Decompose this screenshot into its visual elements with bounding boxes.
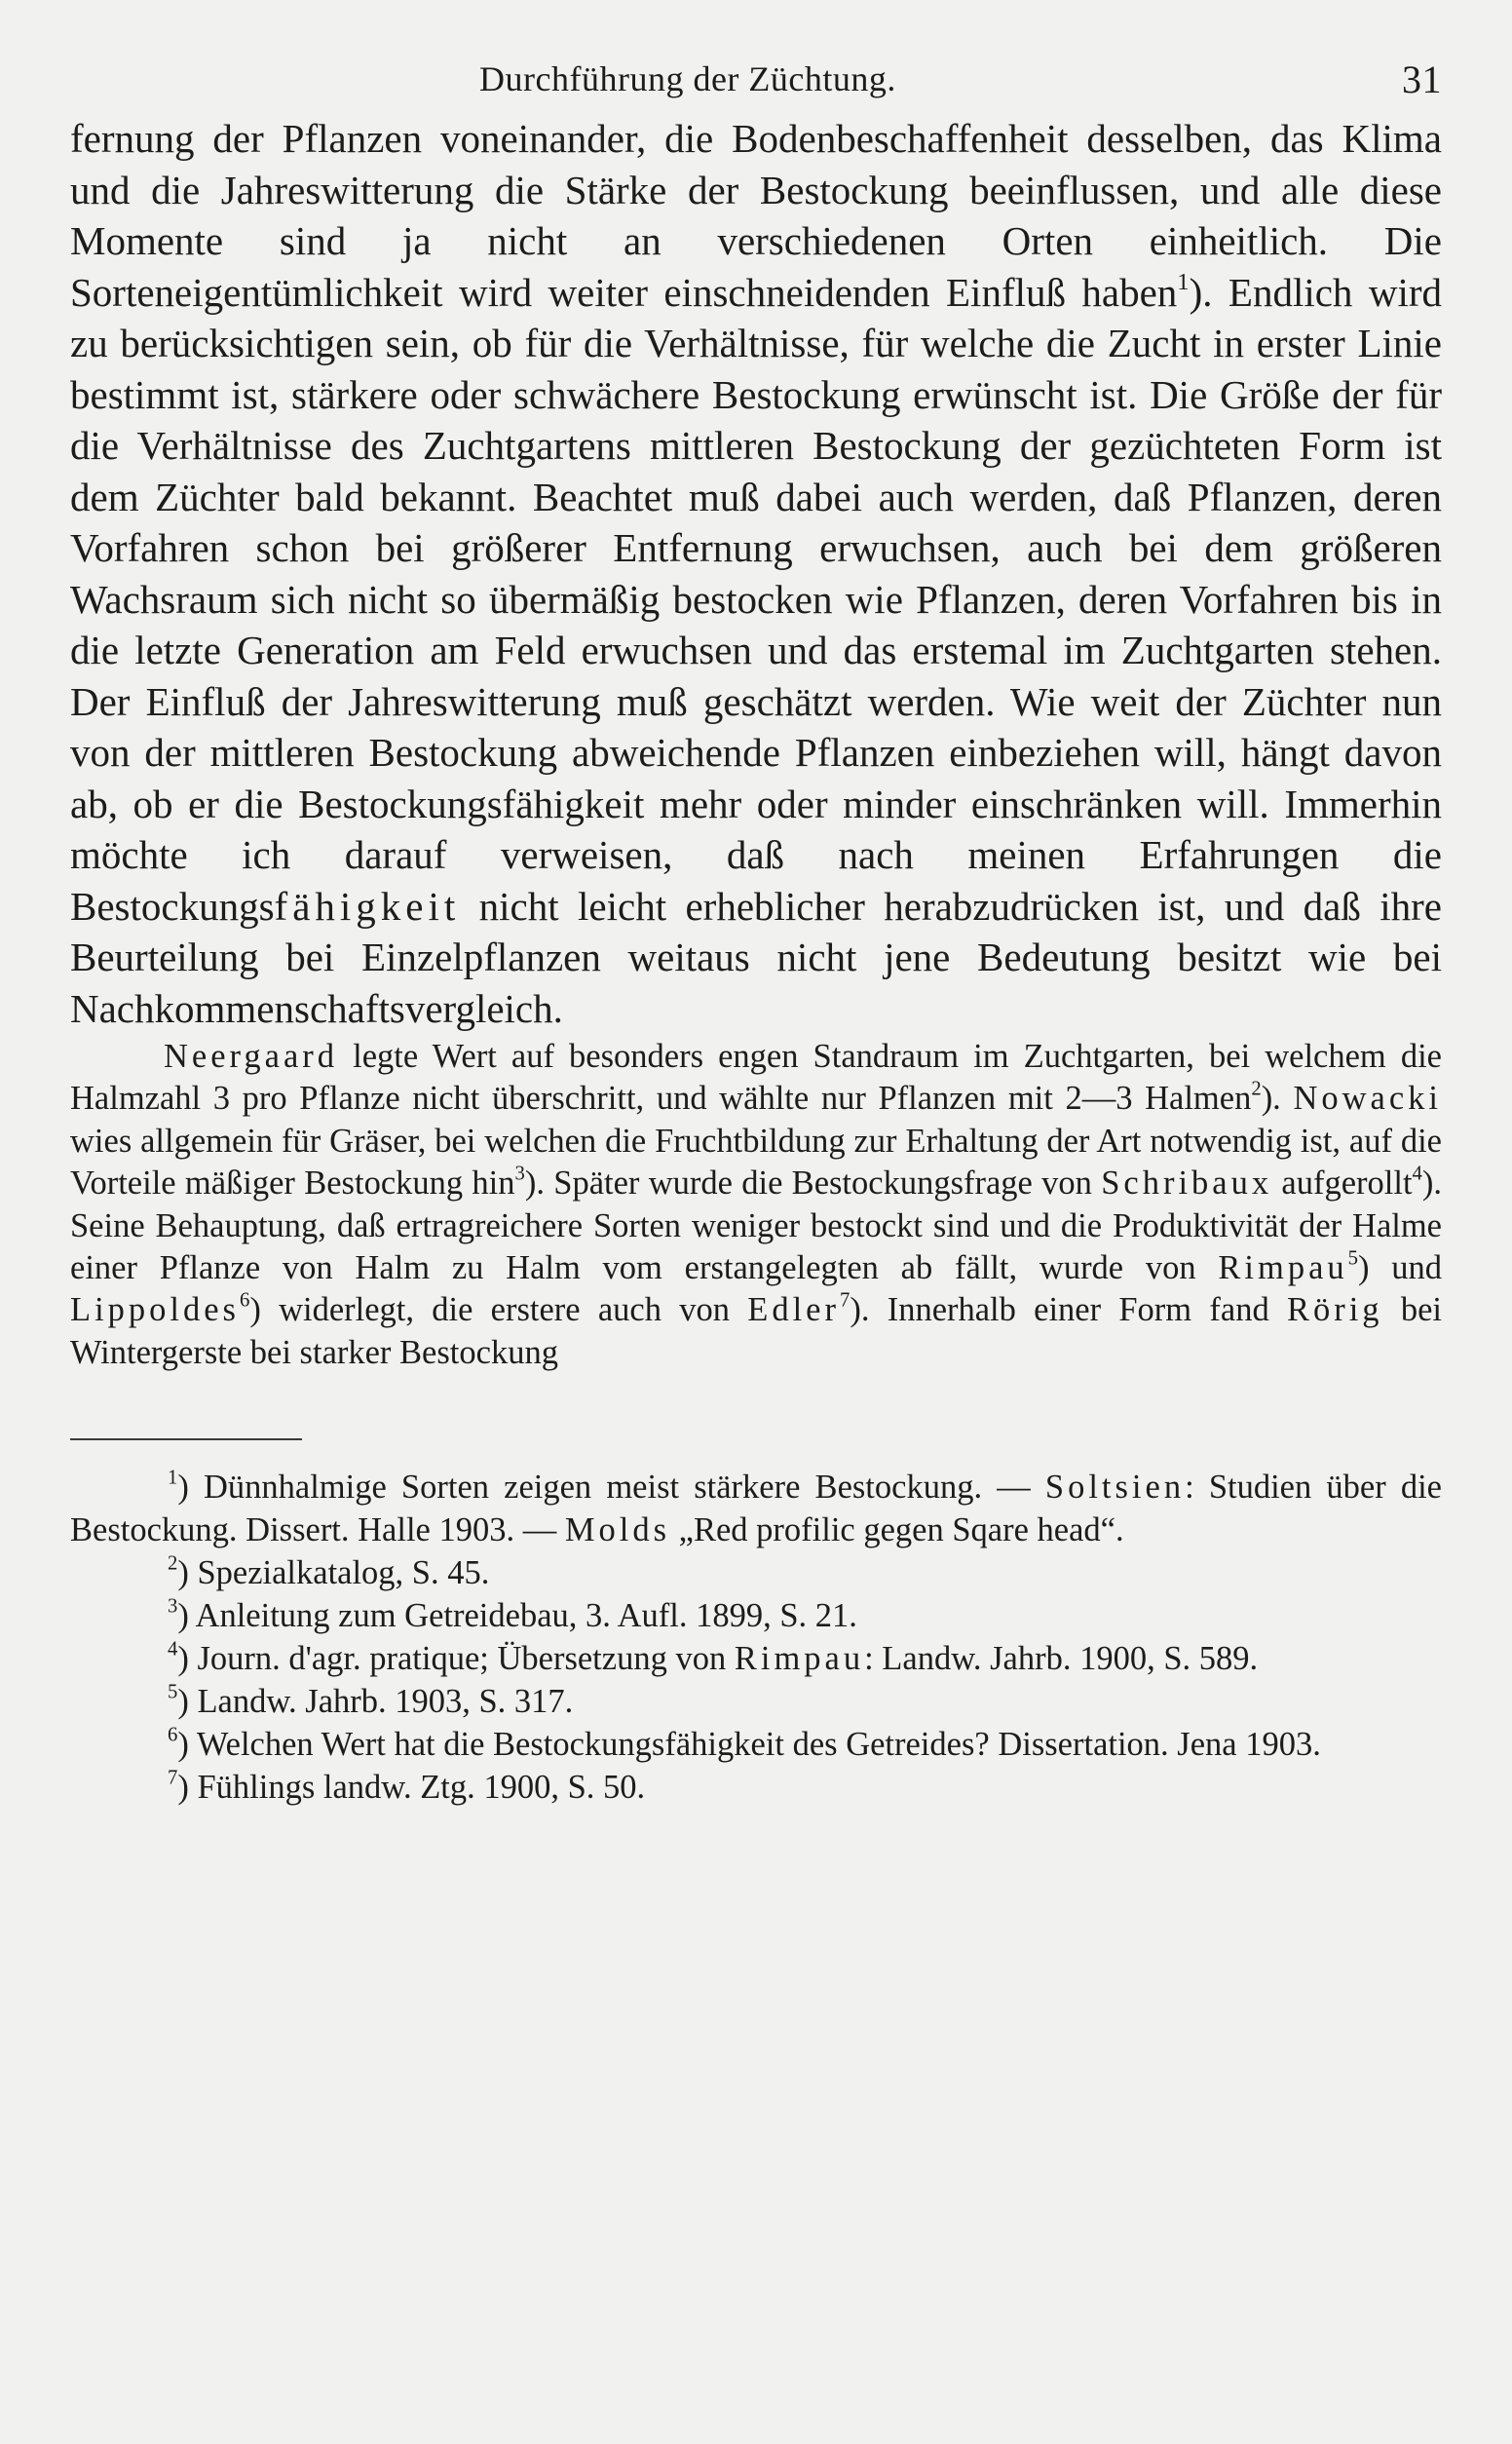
main-text-part-1: fernung der Pflanzen voneinander, die Bodenbeschaffenheit desselben, das Klima und die Jahreswitterung die Stärke der Bestockung beeinflussen, und alle diese Momente sind ja nicht an verschiedenen Orten einheitlich. Die Sorteneigentümlichkeit wird weiter einschneidenden Einfluß haben [70,116,1442,315]
footnote-text: ) Anleitung zum Getreidebau, 3. Aufl. 1899, S. 21. [177,1597,857,1635]
footnote-text: „Red profilic gegen Sqare head“. [670,1511,1124,1549]
small-text-run: aufgerollt [1272,1165,1413,1203]
footnote-number: 5 [168,1681,178,1703]
book-page [70,58,1442,1809]
footnote-ref-6: 6 [239,1289,250,1312]
footnote-ref-1: 1 [1177,268,1190,295]
footnote-ref-2: 2 [1251,1078,1262,1100]
author-name: Schribaux [1101,1165,1273,1203]
small-text-run: wies allgemein für Gräser, bei welchen die Fruchtbildung zur Erhaltung der Art notwendig ist, auf die Vorteile mäßiger Bestockung hin [70,1122,1442,1203]
footnote-number: 2 [168,1552,178,1575]
footnote-number: 6 [168,1724,178,1746]
main-text [70,113,1442,1034]
footnote-divider [70,1438,302,1440]
author-name: Rimpau [734,1640,865,1678]
small-paragraph [70,1036,1442,1374]
small-text-run: bei Wintergerste bei starker Bestockung [70,1291,1442,1371]
footnote-2 [70,1551,1442,1594]
footnote-number: 4 [168,1638,178,1661]
footnote-ref-5: 5 [1347,1247,1358,1270]
footnote-ref-3: 3 [514,1163,525,1185]
author-name: Edler [747,1291,840,1329]
footnote-text: ) Dünnhalmige Sorten zeigen meist stärkere Bestockung. — [177,1469,1045,1507]
footnote-text: : Studien über die Bestockung. Dissert. Halle 1903. — [70,1469,1442,1549]
author-name: Soltsien [1044,1469,1186,1507]
author-name: Molds [564,1511,671,1549]
author-name: Rimpau [1218,1249,1348,1287]
footnote-ref-7: 7 [839,1289,850,1312]
footnote-number: 3 [168,1595,178,1618]
running-title: Durchführung der Züchtung. [479,59,896,98]
author-name: Rörig [1286,1291,1383,1329]
author-name: Lippoldes [70,1291,240,1329]
small-text-run: ). [1261,1080,1294,1118]
footnote-1 [70,1466,1442,1551]
footnote-7 [70,1766,1442,1809]
small-print-section [70,1036,1442,1374]
spaced-emphasis: fähigkeit [274,883,461,929]
footnote-text: : Landw. Jahrb. 1900, S. 589. [864,1640,1259,1678]
footnote-text: ) Spezialkatalog, S. 45. [177,1554,490,1592]
small-text-run: legte Wert auf besonders engen Standraum im Zuchtgarten, bei welchem die Halmzahl 3 pro Pflanze nicht überschritt, und wählte nur Pflanzen mit 2—3 Halmen [70,1038,1442,1118]
footnote-6 [70,1723,1442,1766]
footnote-number: 7 [168,1767,178,1789]
running-head [70,58,1442,113]
small-text-run: ) widerlegt, die erstere auch von [249,1291,748,1329]
footnote-text: ) Landw. Jahrb. 1903, S. 317. [177,1683,574,1721]
page-number: 31 [1402,57,1442,101]
main-text-part-3: nicht leicht erheblicher herabzudrücken ist, und daß ihre Beurteilung bei Einzelpflanzen weitaus nicht jene Bedeutung besitzt wie bei Nachkommenschaftsvergleich. [70,883,1442,1031]
small-text-run: ). Später wurde die Bestockungsfrage von [524,1165,1102,1203]
footnote-3 [70,1594,1442,1637]
footnote-text: ) Journ. d'agr. pratique; Übersetzung von [177,1640,735,1678]
footnote-4 [70,1637,1442,1680]
main-text-part-2: ). Endlich wird zu berücksichtigen sein, ob für die Verhältnisse, für welche die Zucht in erster Linie bestimmt ist, stärkere oder schwächere Bestockung erwünscht ist. Die Größe der für die Verhältnisse des Zuchtgartens mittleren Bestockung der gezüchteten Form ist dem Züchter bald bekannt. Beachtet muß dabei auch werden, daß Pflanzen, deren Vorfahren schon bei größerer Entfernung erwuchsen, auch bei dem größeren Wachsraum sich nicht so übermäßig bestocken wie Pflanzen, deren Vorfahren bis in die letzte Generation am Feld erwuchsen und das erstemal im Zuchtgarten stehen. Der Einfluß der Jahreswitterung muß geschätzt werden. Wie weit der Züchter nun von der mittleren Bestockung abweichende Pflanzen einbeziehen will, hängt davon ab, ob er die Bestockungsfähigkeit mehr oder minder einschränken will. Immerhin möchte ich darauf verweisen, daß nach meinen Erfahrungen die Bestockungs [70,269,1442,929]
footnotes [70,1466,1442,1809]
footnote-ref-4: 4 [1412,1163,1422,1185]
author-name: Nowacki [1293,1080,1442,1118]
footnote-5 [70,1680,1442,1723]
small-text-run: ) und [1357,1249,1442,1287]
footnote-number: 1 [168,1467,178,1489]
small-text-run: ). Innerhalb einer Form fand [850,1291,1287,1329]
small-text-run: ). Seine Behauptung, daß ertragreichere Sorten weniger bestockt sind und die Produktivität der Halme einer Pflanze von Halm zu Halm vom erstangelegten ab fällt, wurde von [70,1165,1443,1287]
author-name: Neergaard [164,1038,339,1075]
footnote-text: ) Fühlings landw. Ztg. 1900, S. 50. [177,1769,646,1807]
footnote-text: ) Welchen Wert hat die Bestockungsfähigkeit des Getreides? Dissertation. Jena 1903. [177,1726,1321,1764]
main-paragraph [70,113,1442,1034]
